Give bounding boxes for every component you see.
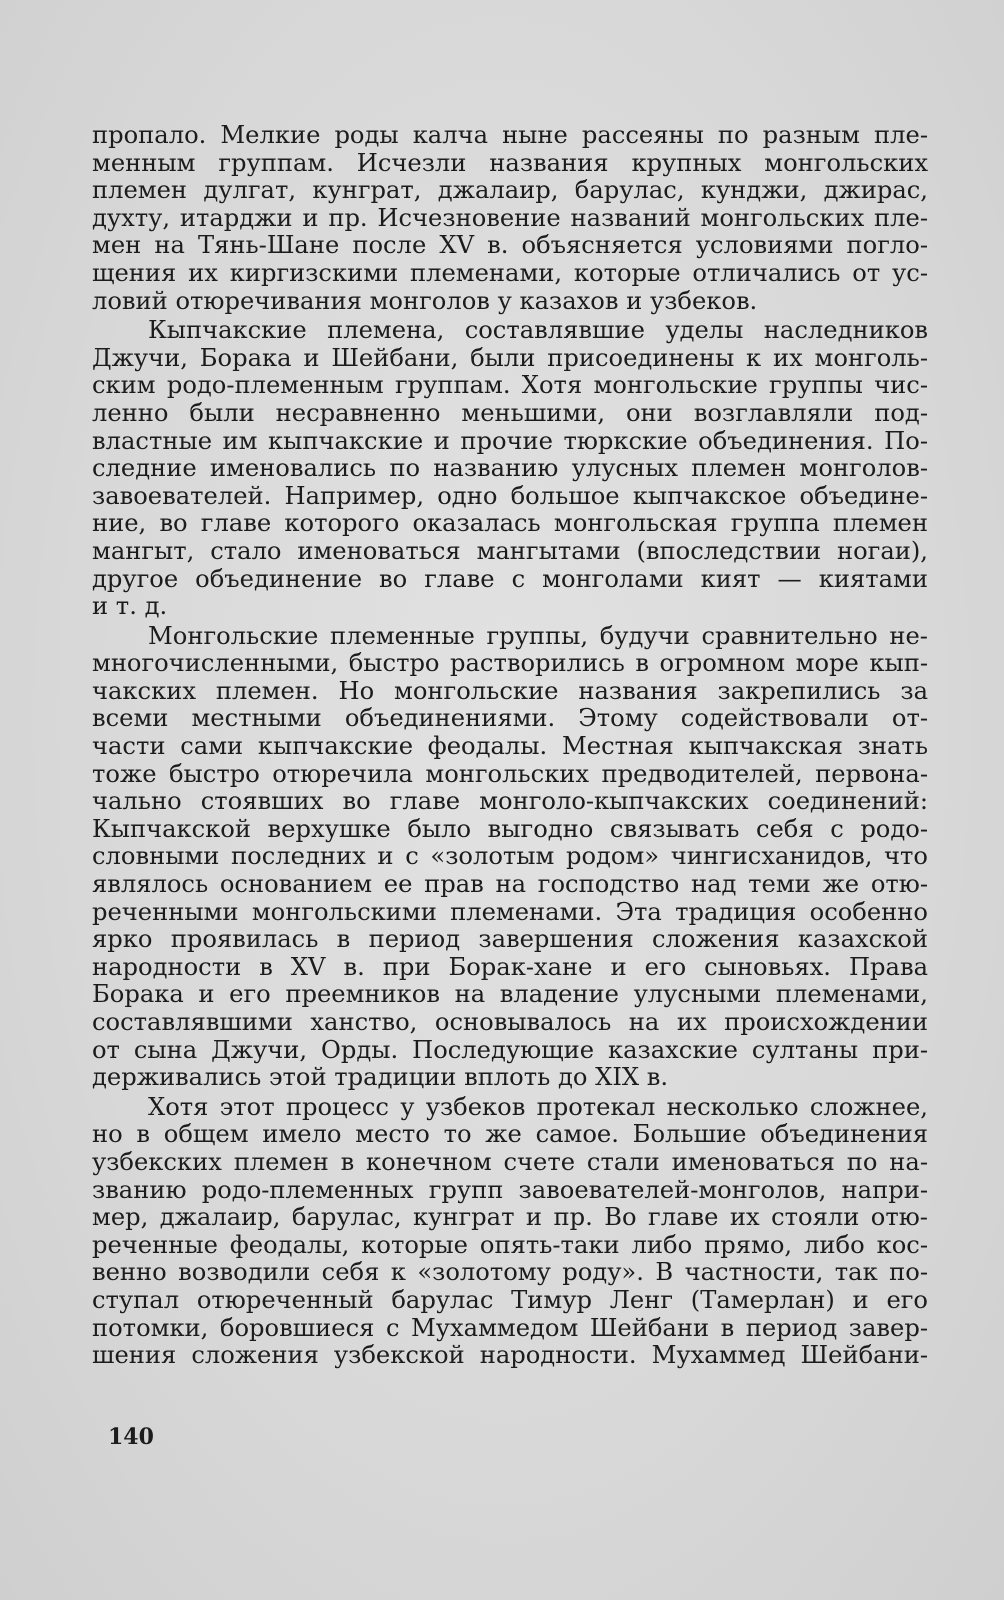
text-line: властные им кыпчакские и прочие тюркские объединения. По- <box>92 427 928 455</box>
text-line: от сына Джучи, Орды. Последующие казахские султаны при- <box>92 1036 928 1064</box>
text-line: ленно были несравненно меньшими, они возглавляли под- <box>92 399 928 427</box>
paragraph <box>92 317 928 621</box>
text-line: венно возводили себя к «золотому роду». В частности, так по- <box>92 1259 928 1287</box>
text-line: шения сложения узбекской народности. Мухаммед Шейбани- <box>92 1342 928 1370</box>
text-line: духту, итарджи и пр. Исчезновение названий монгольских пле- <box>92 204 928 232</box>
text-line: званию родо-племенных групп завоевателей-монголов, напри- <box>92 1176 928 1204</box>
page-number: 140 <box>108 1424 154 1450</box>
text-line: менным группам. Исчезли названия крупных монгольских <box>92 149 928 177</box>
text-line: Монгольские племенные группы, будучи сравнительно не- <box>148 622 928 650</box>
text-line: ние, во главе которого оказалась монгольская группа племен <box>92 510 928 538</box>
text-line: ским родо-племенным группам. Хотя монгольские группы чис- <box>92 372 928 400</box>
text-line: многочисленными, быстро растворились в огромном море кып- <box>92 650 928 678</box>
text-line: но в общем имело место то же самое. Большие объединения <box>92 1121 928 1149</box>
paragraph <box>92 122 928 315</box>
text-line: ярко проявилась в период завершения сложения казахской <box>92 926 928 954</box>
text-line: Борака и его преемников на владение улусными племенами, <box>92 981 928 1009</box>
text-line: Хотя этот процесс у узбеков протекал несколько сложнее, <box>148 1093 928 1121</box>
text-line: чально стоявших во главе монголо-кыпчакских соединений: <box>92 788 928 816</box>
text-line: держивались этой традиции вплоть до XIX в. <box>92 1064 669 1092</box>
text-line: и т. д. <box>92 593 168 621</box>
text-line: потомки, боровшиеся с Мухаммедом Шейбани в период завер- <box>92 1314 928 1342</box>
text-line: являлось основанием ее прав на господство над теми же отю- <box>92 871 928 899</box>
text-line: ловий отюречивания монголов у казахов и узбеков. <box>92 287 758 315</box>
paragraph <box>92 1094 928 1370</box>
text-line: мен на Тянь-Шане после XV в. объясняется условиями погло- <box>92 232 928 260</box>
text-line: мангыт, стало именоваться мангытами (впоследствии ногаи), <box>92 537 928 565</box>
text-line: части сами кыпчакские феодалы. Местная кыпчакская знать <box>92 733 928 761</box>
text-line: завоевателей. Например, одно большое кыпчакское объедине- <box>92 482 928 510</box>
text-line: народности в XV в. при Борак-хане и его сыновьях. Права <box>92 953 928 981</box>
text-line: пропало. Мелкие роды калча ныне рассеяны по разным пле- <box>92 122 928 149</box>
text-line: следние именовались по названию улусных племен монголов- <box>92 455 928 483</box>
text-line: ступал отюреченный барулас Тимур Ленг (Тамерлан) и его <box>92 1286 928 1314</box>
text-line: Джучи, Борака и Шейбани, были присоединены к их монголь- <box>92 344 928 372</box>
text-line: другое объединение во главе с монголами кият — киятами <box>92 565 928 593</box>
text-line: реченными монгольскими племенами. Эта традиция особенно <box>92 898 928 926</box>
text-line: мер, джалаир, барулас, кунграт и пр. Во главе их стояли отю- <box>92 1204 928 1232</box>
text-line: чакских племен. Но монгольские названия закрепились за <box>92 677 928 705</box>
text-line: составлявшими ханство, основывалось на их происхождении <box>92 1009 928 1036</box>
text-line: Кыпчакские племена, составлявшие уделы наследников <box>148 317 928 345</box>
text-line: племен дулгат, кунграт, джалаир, барулас, кунджи, джирас, <box>92 177 928 205</box>
text-line: тоже быстро отюречила монгольских предводителей, первона- <box>92 760 928 788</box>
text-line: реченные феодалы, которые опять-таки либо прямо, либо кос- <box>92 1231 928 1259</box>
text-line: Кыпчакской верхушке было выгодно связывать себя с родо- <box>92 815 928 843</box>
paragraph <box>92 623 928 1092</box>
page-text <box>92 122 928 1370</box>
text-line: всеми местными объединениями. Этому содействовали от- <box>92 705 928 733</box>
text-line: словными последних и с «золотым родом» чингисханидов, что <box>92 843 928 871</box>
text-line: узбекских племен в конечном счете стали именоваться по на- <box>92 1148 928 1176</box>
text-line: щения их киргизскими племенами, которые отличались от ус- <box>92 259 928 287</box>
